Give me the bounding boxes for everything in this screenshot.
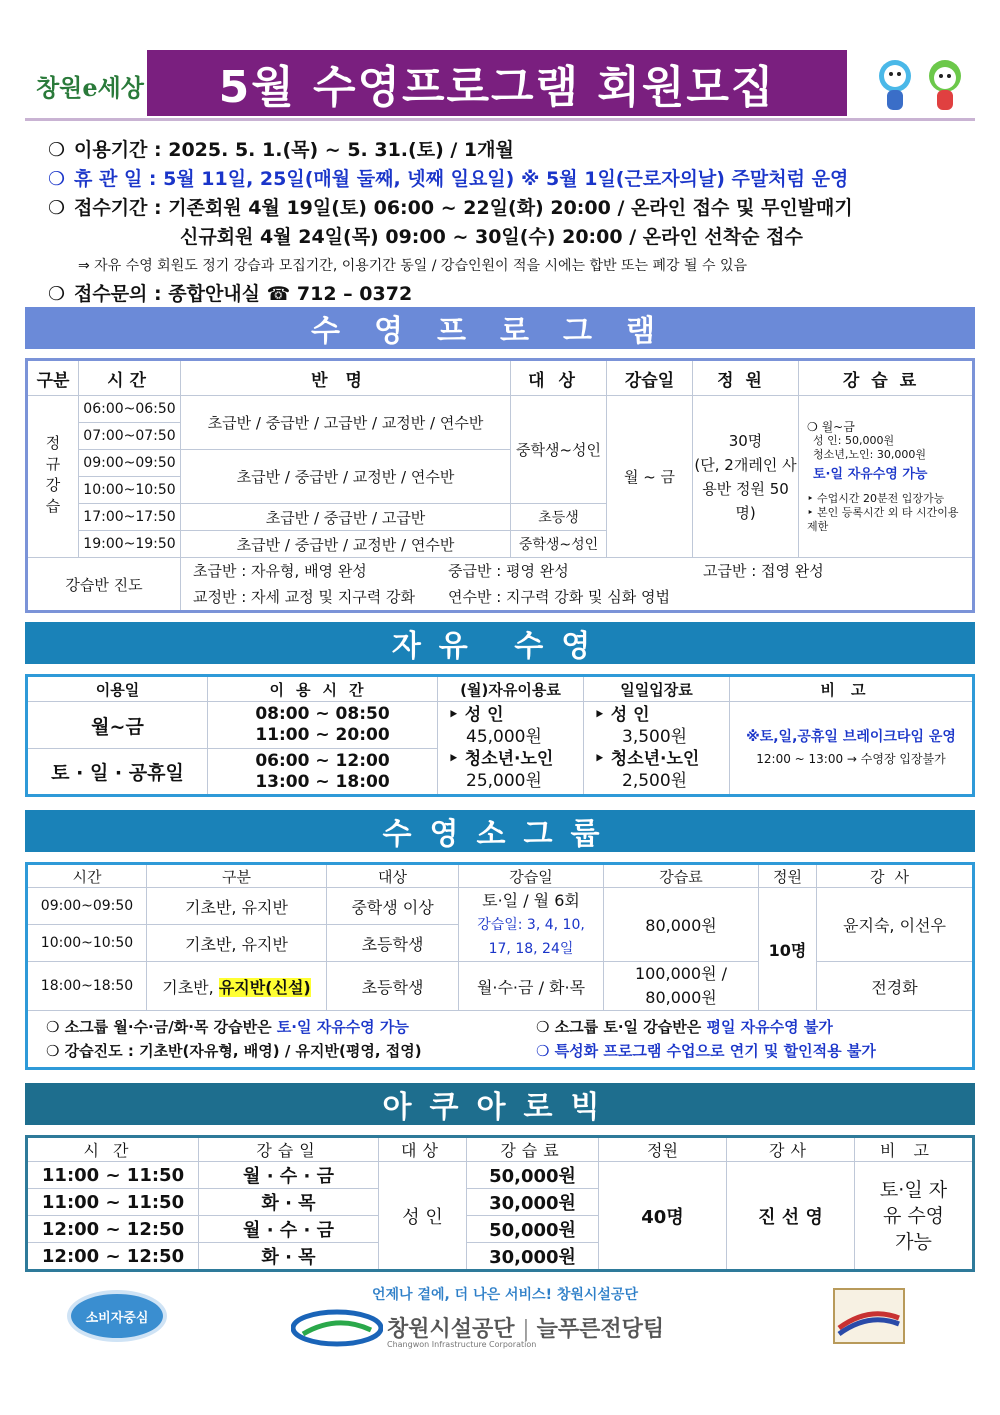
bullet-icon: ❍ (48, 168, 66, 190)
col-header: 이용시간 (208, 676, 438, 702)
target-cell: 초등학생 (327, 962, 459, 1011)
teacher-cell: 진 선 영 (727, 1162, 855, 1271)
col-header: 강사 (727, 1137, 855, 1162)
fee-value: 45,000원 (466, 727, 542, 747)
note-cell (855, 1162, 974, 1271)
time-cell: 12:00 ~ 12:50 (27, 1243, 199, 1271)
fee-line: ❍ 월~금 (807, 419, 855, 434)
fee-cell: 30,000원 (467, 1189, 599, 1216)
time-cell: 07:00~07:50 (79, 423, 181, 450)
progress-text: 연수반 : 지구력 강화 및 심화 영법 (448, 588, 671, 606)
col-header: 비고 (855, 1137, 974, 1162)
target-cell: 중학생~성인 (511, 531, 607, 558)
page-title: 5월 수영프로그램 회원모집 (147, 50, 847, 116)
target-cell: 중학생 이상 (327, 888, 459, 925)
period-info: 이용기간 : 2025. 5. 1.(목) ~ 5. 31.(토) / 1개월 (74, 139, 514, 161)
fee-cell: 50,000원 (467, 1216, 599, 1243)
col-header: 강습일 (459, 864, 604, 888)
header (25, 50, 975, 122)
free-swim-table (25, 674, 975, 797)
col-header: 강습일 (199, 1137, 379, 1162)
days-cell: 월 · 수 · 금 (199, 1162, 379, 1189)
col-header: (월)자유이용료 (438, 676, 584, 702)
header-divider (25, 118, 975, 121)
col-header: 구분 (147, 864, 327, 888)
days-cell: 월 · 수 · 금 (199, 1216, 379, 1243)
ccm-logo (67, 1290, 167, 1342)
time-cell: 09:00~09:50 (27, 888, 147, 925)
time-cell: 06:00~06:50 (79, 396, 181, 423)
time-cell: 10:00~10:50 (27, 925, 147, 962)
days-cell (459, 888, 604, 962)
note-text: 토·일 자유 수영 가능 (879, 1178, 948, 1253)
fee-cell: 80,000원 (604, 888, 759, 962)
col-header: 강습료 (799, 360, 974, 396)
time-text: 06:00 ~ 12:00 (255, 750, 390, 771)
progress-text: 중급반 : 평영 완성 (448, 562, 569, 580)
capacity-cell: 40명 (599, 1162, 727, 1271)
fee-label: ‣ 성 인 (448, 705, 504, 725)
footer (25, 1282, 975, 1352)
fee-value: 2,500원 (622, 771, 688, 791)
col-header: 시간 (79, 360, 181, 396)
progress-label: 강습반 진도 (27, 558, 181, 612)
registration-note: ⇒ 자유 수영 회원도 정기 강습과 모집기간, 이용기간 동일 / 강습인원이 적을 시에는 합반 또는 폐강 될 수 있음 (78, 258, 748, 274)
day-cell: 토 · 일 · 공휴일 (27, 749, 208, 796)
certification-badge-icon (833, 1288, 905, 1344)
note-cell (730, 702, 974, 796)
org-logo-icon (291, 1308, 383, 1348)
note-highlight: ❍ 특성화 프로그램 수업으로 연기 및 할인적용 불가 (536, 1042, 876, 1060)
time-cell: 09:00~09:50 (79, 450, 181, 477)
changwon-logo (35, 56, 145, 114)
col-header: 정원 (599, 1137, 727, 1162)
time-cell: 18:00~18:50 (27, 962, 147, 1011)
time-cell: 11:00 ~ 11:50 (27, 1162, 199, 1189)
col-header: 반명 (181, 360, 511, 396)
swim-program-table (25, 358, 975, 613)
category-cell (27, 396, 79, 558)
fee-label: ‣ 청소년·노인 (448, 749, 554, 769)
time-cell: 12:00 ~ 12:50 (27, 1216, 199, 1243)
fee-cell (604, 962, 759, 1011)
time-text: 11:00 ~ 20:00 (255, 725, 390, 745)
col-header: 시간 (27, 1137, 199, 1162)
fee-line: 성 인: 50,000원 (813, 433, 895, 447)
fee-line: ‣ 본인 등록시간 외 타 시간이용 제한 (807, 505, 959, 533)
swim-program-bar: 수영프로그램 (25, 307, 975, 349)
col-header: 비고 (730, 676, 974, 702)
note-text: ❍ 소그룹 월·수·금/화·목 강습반은 (46, 1018, 277, 1036)
days-cell: 월 ~ 금 (607, 396, 693, 558)
col-header: 강사 (817, 864, 974, 888)
fee-cell: 30,000원 (467, 1243, 599, 1271)
notes-cell (27, 1011, 974, 1069)
col-header: 대상 (511, 360, 607, 396)
capacity-cell: 10명 (759, 888, 817, 1011)
bullet-icon: ❍ (48, 139, 66, 161)
col-header: 대상 (379, 1137, 467, 1162)
fee-cell (799, 396, 974, 558)
time-cell (208, 702, 438, 749)
org-name (387, 1312, 664, 1343)
col-header: 일일입장료 (584, 676, 730, 702)
fee-label: ‣ 청소년·노인 (594, 749, 700, 769)
time-text: 13:00 ~ 18:00 (255, 771, 390, 792)
team-text: 늘푸른전당팀 (536, 1317, 665, 1342)
teacher-cell: 전경화 (817, 962, 974, 1011)
type-text: 기초반, (162, 977, 219, 997)
monthly-fee-cell (438, 702, 584, 796)
fee-cell: 50,000원 (467, 1162, 599, 1189)
time-cell: 19:00~19:50 (79, 531, 181, 558)
footer-slogan: 언제나 곁에, 더 나은 서비스! 창원시설공단 (372, 1287, 638, 1303)
registration-info: 접수기간 : 기존회원 4월 19일(토) 06:00 ~ 22일(화) 20:00 / 온라인 접수 및 무인발매기 (74, 197, 853, 219)
divider: | (522, 1317, 537, 1342)
note-text: ❍ 강습진도 : 기초반(자유형, 배영) / 유지반(평영, 접영) (46, 1042, 422, 1060)
class-cell: 초급반 / 중급반 / 교정반 / 연수반 (181, 450, 511, 504)
note-highlight: 평일 자유수영 불가 (706, 1018, 833, 1036)
aquarobic-bar: 아쿠아로빅 (25, 1083, 975, 1125)
daily-fee-cell (584, 702, 730, 796)
contact-info: 접수문의 : 종합안내실 ☎ 712 – 0372 (74, 283, 413, 305)
fee-value: 3,500원 (622, 727, 688, 747)
col-header: 구분 (27, 360, 79, 396)
target-cell: 초등생 (511, 504, 607, 531)
target-cell: 성 인 (379, 1162, 467, 1271)
col-header: 이용일 (27, 676, 208, 702)
fee-line: 청소년,노인: 30,000원 (813, 447, 926, 461)
aquarobic-table (25, 1135, 975, 1272)
progress-cell (181, 558, 974, 612)
col-header: 정원 (759, 864, 817, 888)
progress-text: 교정반 : 자세 교정 및 지구력 강화 (193, 588, 416, 606)
class-cell: 초급반 / 중급반 / 교정반 / 연수반 (181, 531, 511, 558)
time-cell (208, 749, 438, 796)
days-cell: 화 · 목 (199, 1243, 379, 1271)
small-group-bar: 수영소그룹 (25, 810, 975, 852)
note-text: ❍ 소그룹 토·일 강습반은 (536, 1018, 707, 1036)
bullet-icon: ❍ (48, 197, 66, 219)
capacity-cell (693, 396, 799, 558)
fee-free-swim: 토·일 자유수영 가능 (813, 466, 928, 482)
days-text: 토·일 / 월 6회 (482, 890, 580, 910)
progress-text: 고급반 : 접영 완성 (703, 562, 824, 580)
type-cell: 기초반, 유지반 (147, 925, 327, 962)
col-header: 시간 (27, 864, 147, 888)
col-header: 강습일 (607, 360, 693, 396)
teacher-cell: 윤지숙, 이선우 (817, 888, 974, 962)
col-header: 강습료 (604, 864, 759, 888)
fee-line: ‣ 수업시간 20분전 입장가능 (807, 491, 945, 505)
col-header: 정원 (693, 360, 799, 396)
time-cell: 17:00~17:50 (79, 504, 181, 531)
type-cell (147, 962, 327, 1011)
days-cell: 화 · 목 (199, 1189, 379, 1216)
time-cell: 11:00 ~ 11:50 (27, 1189, 199, 1216)
days-cell: 월·수·금 / 화·목 (459, 962, 604, 1011)
small-group-table (25, 862, 975, 1070)
fee-text: 100,000원 / 80,000원 (634, 964, 728, 1007)
col-header: 대상 (327, 864, 459, 888)
class-cell: 초급반 / 중급반 / 고급반 / 교정반 / 연수반 (181, 396, 511, 450)
registration-new-info: 신규회원 4월 24일(목) 09:00 ~ 30일(수) 20:00 / 온라인 선착순 접수 (180, 226, 803, 248)
mascot-icon (865, 52, 975, 114)
closed-info: 휴 관 일 : 5월 11일, 25일(매월 둘째, 넷째 일요일) ※ 5월 1일(근로자의날) 주말처럼 운영 (74, 168, 849, 190)
logo-text: 창원e세상 (35, 72, 144, 102)
info-section (48, 136, 968, 309)
fee-label: ‣ 성 인 (594, 705, 650, 725)
note-highlight: 토·일 자유수영 가능 (276, 1018, 409, 1036)
ccm-text: 소비자중심 (85, 1310, 149, 1326)
category-label: 정규강습 (43, 434, 62, 519)
target-cell: 중학생~성인 (511, 396, 607, 504)
free-swim-bar: 자유 수영 (25, 622, 975, 664)
break-time-note: ※토,일,공휴일 브레이크타임 운영 (746, 729, 956, 745)
capacity-text: 30명 (단, 2개레인 사용반 정원 50명) (694, 431, 797, 522)
days-detail: 강습일: 3, 4, 10, 17, 18, 24일 (477, 916, 585, 957)
org-text: 창원시설공단 (387, 1317, 515, 1342)
col-header: 강습료 (467, 1137, 599, 1162)
time-cell: 10:00~10:50 (79, 477, 181, 504)
fee-value: 25,000원 (466, 771, 542, 791)
new-class-highlight: 유지반(신설) (218, 977, 311, 997)
org-english: Changwon Infrastructure Corporation (387, 1340, 537, 1349)
type-cell: 기초반, 유지반 (147, 888, 327, 925)
break-time-detail: 12:00 ~ 13:00 → 수영장 입장불가 (756, 752, 946, 766)
time-text: 08:00 ~ 08:50 (255, 704, 390, 724)
class-cell: 초급반 / 중급반 / 고급반 (181, 504, 511, 531)
day-cell: 월~금 (27, 702, 208, 749)
progress-text: 초급반 : 자유형, 배영 완성 (193, 562, 367, 580)
target-cell: 초등학생 (327, 925, 459, 962)
bullet-icon: ❍ (48, 283, 66, 305)
